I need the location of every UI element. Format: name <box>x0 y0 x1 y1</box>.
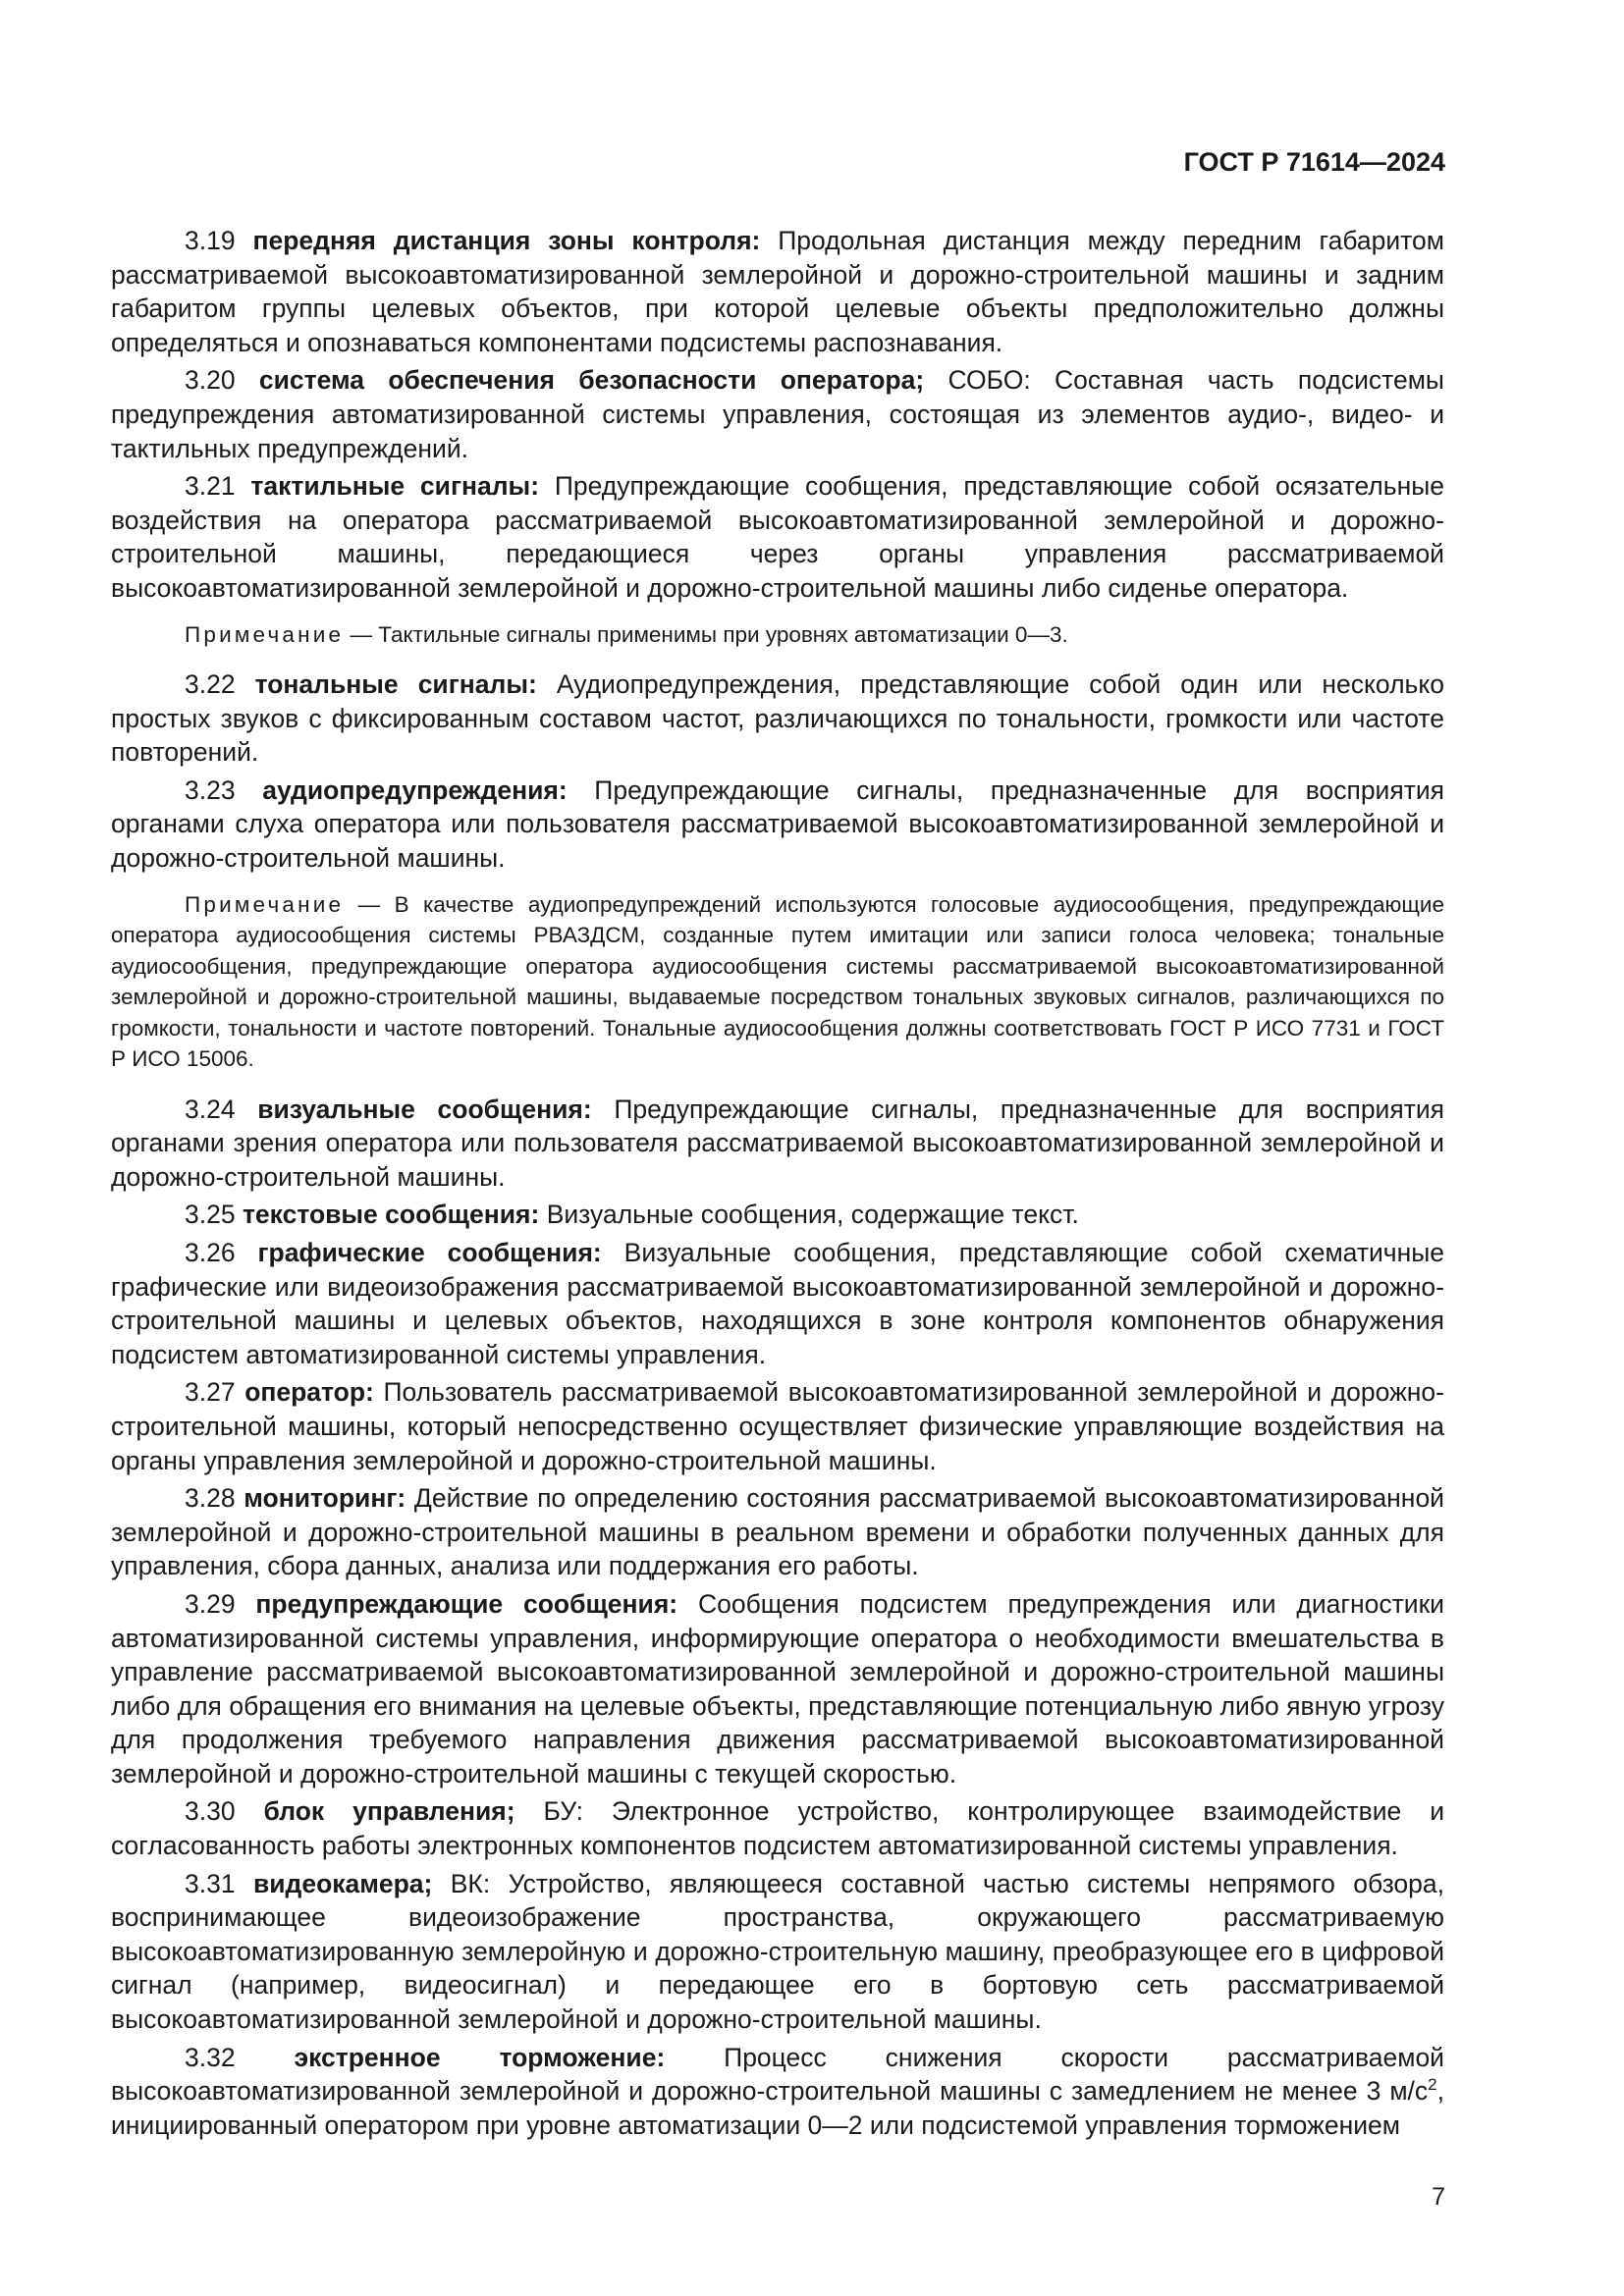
term-number: 3.22 <box>185 669 236 700</box>
term-number: 3.21 <box>185 471 236 502</box>
term-name: текстовые сообщения: <box>242 1200 540 1230</box>
term-3-23 <box>111 774 1444 876</box>
term-definition: БУ: Электронное устройство, контролирующее взаимодействие и согласованность работы электронных компонентов подсистем автоматизированной системы управления. <box>111 1796 1444 1861</box>
term-definition: Пользователь рассматриваемой высокоавтоматизированной землеройной и дорожно-строительной машины, который непосредственно осуществляет физические управляющие воздействия на органы управления землеройной и дорожно-строительной машины. <box>111 1377 1444 1475</box>
term-number: 3.24 <box>185 1094 236 1124</box>
term-name: тональные сигналы: <box>254 669 537 700</box>
term-definition: Предупреждающие сигналы, предназначенные для восприятия органами слуха оператора или пользователя рассматриваемой высокоавтоматизированной землеройной и дорожно-строительной машины. <box>111 774 1444 873</box>
term-3-22 <box>111 667 1444 770</box>
term-number: 3.29 <box>185 1588 236 1619</box>
term-number: 3.30 <box>185 1796 236 1827</box>
term-name: экстренное торможение: <box>294 2042 666 2072</box>
term-definition-continued: , инициированный оператором при уровне автоматизации 0—2 или подсистемой управления торможением <box>111 2076 1444 2140</box>
term-3-27 <box>111 1375 1444 1477</box>
term-number: 3.19 <box>185 226 236 255</box>
note-label: Примечание <box>185 621 345 647</box>
term-number: 3.28 <box>185 1483 236 1514</box>
superscript: 2 <box>1428 2075 1437 2095</box>
term-name: система обеспечения безопасности оператора; <box>258 365 925 396</box>
document-body <box>111 224 1444 2146</box>
term-definition: Сообщения подсистем предупреждения или диагностики автоматизированной системы управления, информирующие оператора о необходимости вмешательства в управление рассматриваемой высокоавтоматизированной землеройной и дорожно-строительной машины либо для обращения его внимания на целевые объекты, представляющие потенциальную либо явную угрозу для продолжения требуемого направления движения рассматриваемой высокоавтоматизированной землеройной и дорожно-строительной машины с текущей скоростью. <box>111 1588 1444 1789</box>
term-3-24 <box>111 1093 1444 1195</box>
term-name: аудиопредупреждения: <box>262 774 568 805</box>
term-name: визуальные сообщения: <box>257 1094 592 1124</box>
term-definition: Предупреждающие сигналы, предназначенные для восприятия органами зрения оператора или пользователя рассматриваемой высокоавтоматизированной землеройной и дорожно-строительной машины. <box>111 1094 1445 1192</box>
term-name: мониторинг: <box>244 1483 406 1514</box>
note-label: Примечание <box>185 891 345 917</box>
term-definition: Действие по определению состояния рассматриваемой высокоавтоматизированной землеройной и дорожно-строительной машины в реальном времени и обработки полученных данных для управления, сбора данных, анализа или поддержания его работы. <box>111 1483 1444 1581</box>
term-3-31 <box>111 1867 1444 2037</box>
term-3-28 <box>111 1481 1444 1583</box>
term-name: предупреждающие сообщения: <box>255 1588 678 1619</box>
term-name: передняя дистанция зоны контроля: <box>252 226 761 255</box>
term-number: 3.31 <box>185 1868 236 1898</box>
term-3-21 <box>111 469 1444 605</box>
term-name: тактильные сигналы: <box>250 471 540 502</box>
term-3-29 <box>111 1587 1444 1791</box>
term-definition: Процесс снижения скорости рассматриваемой высокоавтоматизированной землеройной и дорожно-строительной машины с замедлением не менее 3 м/с <box>111 2042 1444 2107</box>
term-definition: Аудиопредупреждения, представляющие собой один или несколько простых звуков с фиксированным составом частот, различающихся по тональности, громкости или частоте повторений. <box>111 669 1444 768</box>
term-3-20 <box>111 363 1444 465</box>
term-3-32 <box>111 2041 1444 2143</box>
term-number: 3.20 <box>185 365 236 396</box>
page-number: 7 <box>1432 2183 1445 2211</box>
term-3-25 <box>111 1198 1444 1232</box>
term-number: 3.32 <box>185 2042 236 2072</box>
note-audio <box>111 889 1444 1075</box>
term-number: 3.23 <box>185 774 236 805</box>
term-definition: ВК: Устройство, являющееся составной частью системы непрямого обзора, воспринимающее видеоизображение пространства, окружающего рассматриваемую высокоавтоматизированную землеройную и дорожно-строительную машину, преобразующее его в цифровой сигнал (например, видеосигнал) и передающее его в бортовую сеть рассматриваемой высокоавтоматизированной землеройной и дорожно-строительной машины. <box>111 1868 1445 2035</box>
term-name: блок управления; <box>263 1796 515 1827</box>
term-definition: Визуальные сообщения, содержащие текст. <box>539 1200 1079 1230</box>
term-name: оператор: <box>244 1377 374 1408</box>
term-name: видеокамера; <box>252 1868 433 1898</box>
term-definition: Предупреждающие сообщения, представляющие собой осязательные воздействия на оператора рассматриваемой высокоавтоматизированной землеройной и дорожно-строительной машины, передающиеся через органы управления рассматриваемой высокоавтоматизированной землеройной и дорожно-строительной машины либо сиденье оператора. <box>111 471 1444 603</box>
term-name: графические сообщения: <box>257 1237 602 1267</box>
term-number: 3.27 <box>185 1377 236 1408</box>
term-3-26 <box>111 1236 1444 1371</box>
term-number: 3.26 <box>185 1237 236 1267</box>
note-tactile <box>111 619 1444 651</box>
term-3-30 <box>111 1794 1444 1862</box>
note-text: — В качестве аудиопредупреждений используются голосовые аудиосообщения, предупреждающие оператора аудиосообщения системы РВАЗДСМ, созданные путем имитации или записи голоса человека; тональные аудиосообщения, предупреждающие оператора аудиосообщения системы рассматриваемой высокоавтоматизированной землеройной и дорожно-строительной машины, выдаваемые посредством тональных звуковых сигналов, различающихся по громкости, тональности и частоте повторений. Тональные аудиосообщения должны соответствовать ГОСТ Р ИСО 7731 и ГОСТ Р ИСО 15006. <box>111 891 1444 1072</box>
document-header: ГОСТ Р 71614—2024 <box>1183 147 1445 177</box>
note-text: — Тактильные сигналы применимы при уровнях автоматизации 0—3. <box>344 621 1068 647</box>
term-definition: СОБО: Составная часть подсистемы предупреждения автоматизированной системы управления, состоящая из элементов аудио-, видео- и тактильных предупреждений. <box>111 365 1444 463</box>
term-definition: Продольная дистанция между передним габаритом рассматриваемой высокоавтоматизированной землеройной и дорожно-строительной машины и задним габаритом группы целевых объектов, при которой целевые объекты предположительно должны определяться и опознаваться компонентами подсистемы распознавания. <box>111 226 1444 357</box>
term-3-19 <box>111 224 1444 359</box>
term-definition: Визуальные сообщения, представляющие собой схематичные графические или видеоизображения рассматриваемой высокоавтоматизированной землеройной и дорожно-строительной машины и целевых объектов, находящихся в зоне контроля компонентов обнаружения подсистем автоматизированной системы управления. <box>111 1237 1444 1369</box>
term-number: 3.25 <box>185 1200 236 1230</box>
